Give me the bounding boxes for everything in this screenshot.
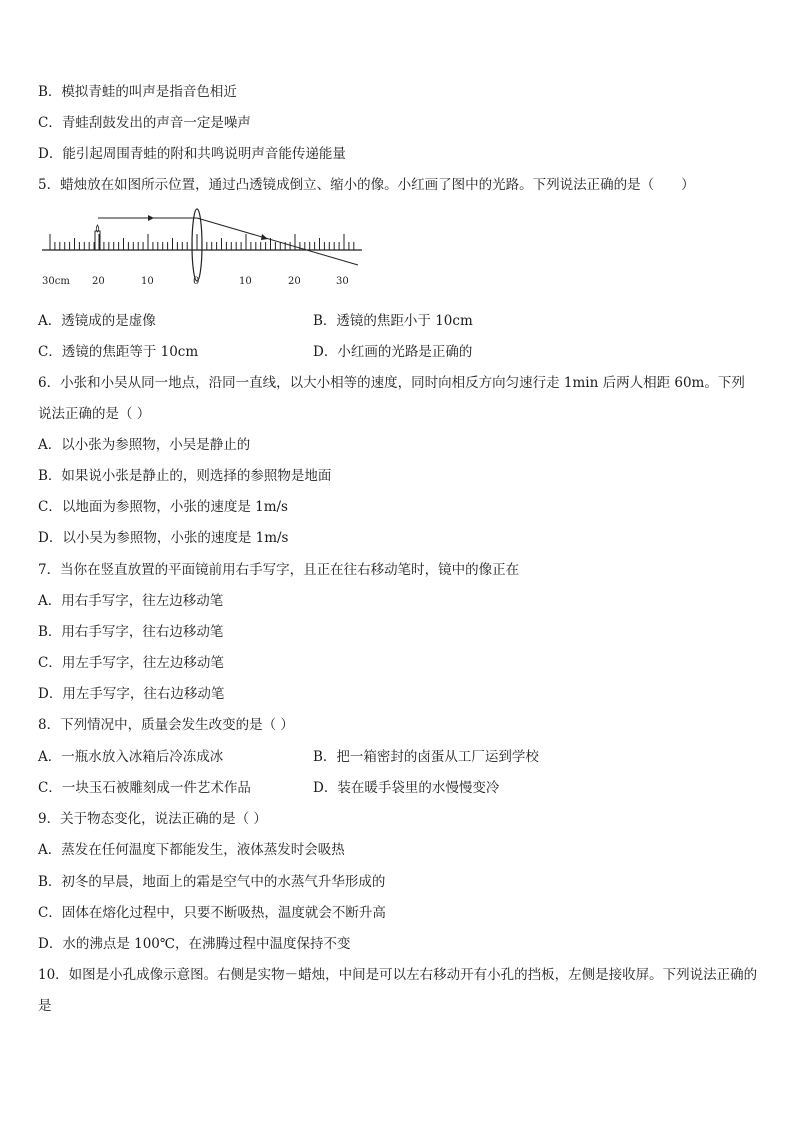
q9-stem: 9．关于物态变化，说法正确的是（ ） — [38, 811, 267, 827]
ruler-label-30-right: 30 — [336, 276, 349, 287]
q7-stem: 7．当你在竖直放置的平面镜前用右手写字，且正在往右移动笔时，镜中的像正在 — [38, 562, 520, 578]
ruler-label-10-left: 10 — [141, 276, 154, 287]
q9-option-d: D．水的沸点是 100℃，在沸腾过程中温度保持不变 — [38, 936, 351, 952]
ruler-label-0: 0 — [193, 276, 200, 287]
q8-option-d: D．装在暖手袋里的水慢慢变冷 — [313, 780, 500, 796]
q7-option-c: C．用左手写字，往左边移动笔 — [38, 655, 224, 671]
ruler-label-30cm-left: 30cm — [42, 276, 70, 287]
q5-option-b: B．透镜的焦距小于 10cm — [313, 313, 473, 329]
q6-option-c: C．以地面为参照物，小张的速度是 1m/s — [38, 499, 288, 515]
q7-option-b: B．用右手写字，往右边移动笔 — [38, 624, 224, 640]
q9-option-b: B．初冬的早晨，地面上的霜是空气中的水蒸气升华形成的 — [38, 874, 386, 890]
refracted-ray-arrow — [261, 234, 268, 240]
q9-option-c: C．固体在熔化过程中，只要不断吸热，温度就会不断升高 — [38, 905, 386, 921]
q7-option-a: A．用右手写字，往左边移动笔 — [38, 593, 224, 609]
q6-stem: 6．小张和小吴从同一地点，沿同一直线，以大小相等的速度，同时向相反方向匀速行走 1min 后两人相距 60m。下列说法正确的是（ ） — [38, 375, 745, 422]
q8-option-a: A．一瓶水放入冰箱后冷冻成冰 — [38, 749, 224, 765]
q8-option-c: C．一块玉石被雕刻成一件艺术作品 — [38, 780, 251, 796]
q6-option-a: A．以小张为参照物，小吴是静止的 — [38, 437, 251, 453]
q5-option-c: C．透镜的焦距等于 10cm — [38, 344, 199, 360]
incident-ray-arrow — [148, 215, 154, 221]
q4-option-c: C．青蛙刮鼓发出的声音一定是噪声 — [38, 115, 251, 131]
q4-option-b: B．模拟青蛙的叫声是指音色相近 — [38, 84, 237, 100]
ruler-label-10-right: 10 — [239, 276, 252, 287]
q5-option-a: A．透镜成的是虚像 — [38, 313, 156, 329]
q6-option-d: D．以小吴为参照物，小张的速度是 1m/s — [38, 530, 289, 546]
q9-option-a: A．蒸发在任何温度下都能发生，液体蒸发时会吸热 — [38, 842, 345, 858]
q8-option-b: B．把一箱密封的卤蛋从工厂运到学校 — [313, 749, 539, 765]
lens-ray-diagram — [40, 205, 370, 290]
q5-stem: 5．蜡烛放在如图所示位置，通过凸透镜成倒立、缩小的像。小红画了图中的光路。下列说法正确的是（ ） — [38, 177, 695, 193]
q5-option-d: D．小红画的光路是正确的 — [313, 344, 473, 360]
ruler-label-20-right: 20 — [288, 276, 301, 287]
q4-option-d: D．能引起周围青蛙的附和共鸣说明声音能传递能量 — [38, 146, 346, 162]
q7-option-d: D．用左手写字，往右边移动笔 — [38, 686, 225, 702]
q10-stem: 10．如图是小孔成像示意图。右侧是实物－蜡烛，中间是可以左右移动开有小孔的挡板，左侧是接收屏。下列说法正确的是 — [38, 967, 758, 1014]
q6-option-b: B．如果说小张是静止的，则选择的参照物是地面 — [38, 468, 332, 484]
ruler-label-20-left: 20 — [92, 276, 105, 287]
q8-stem: 8．下列情况中，质量会发生改变的是（ ） — [38, 717, 294, 733]
